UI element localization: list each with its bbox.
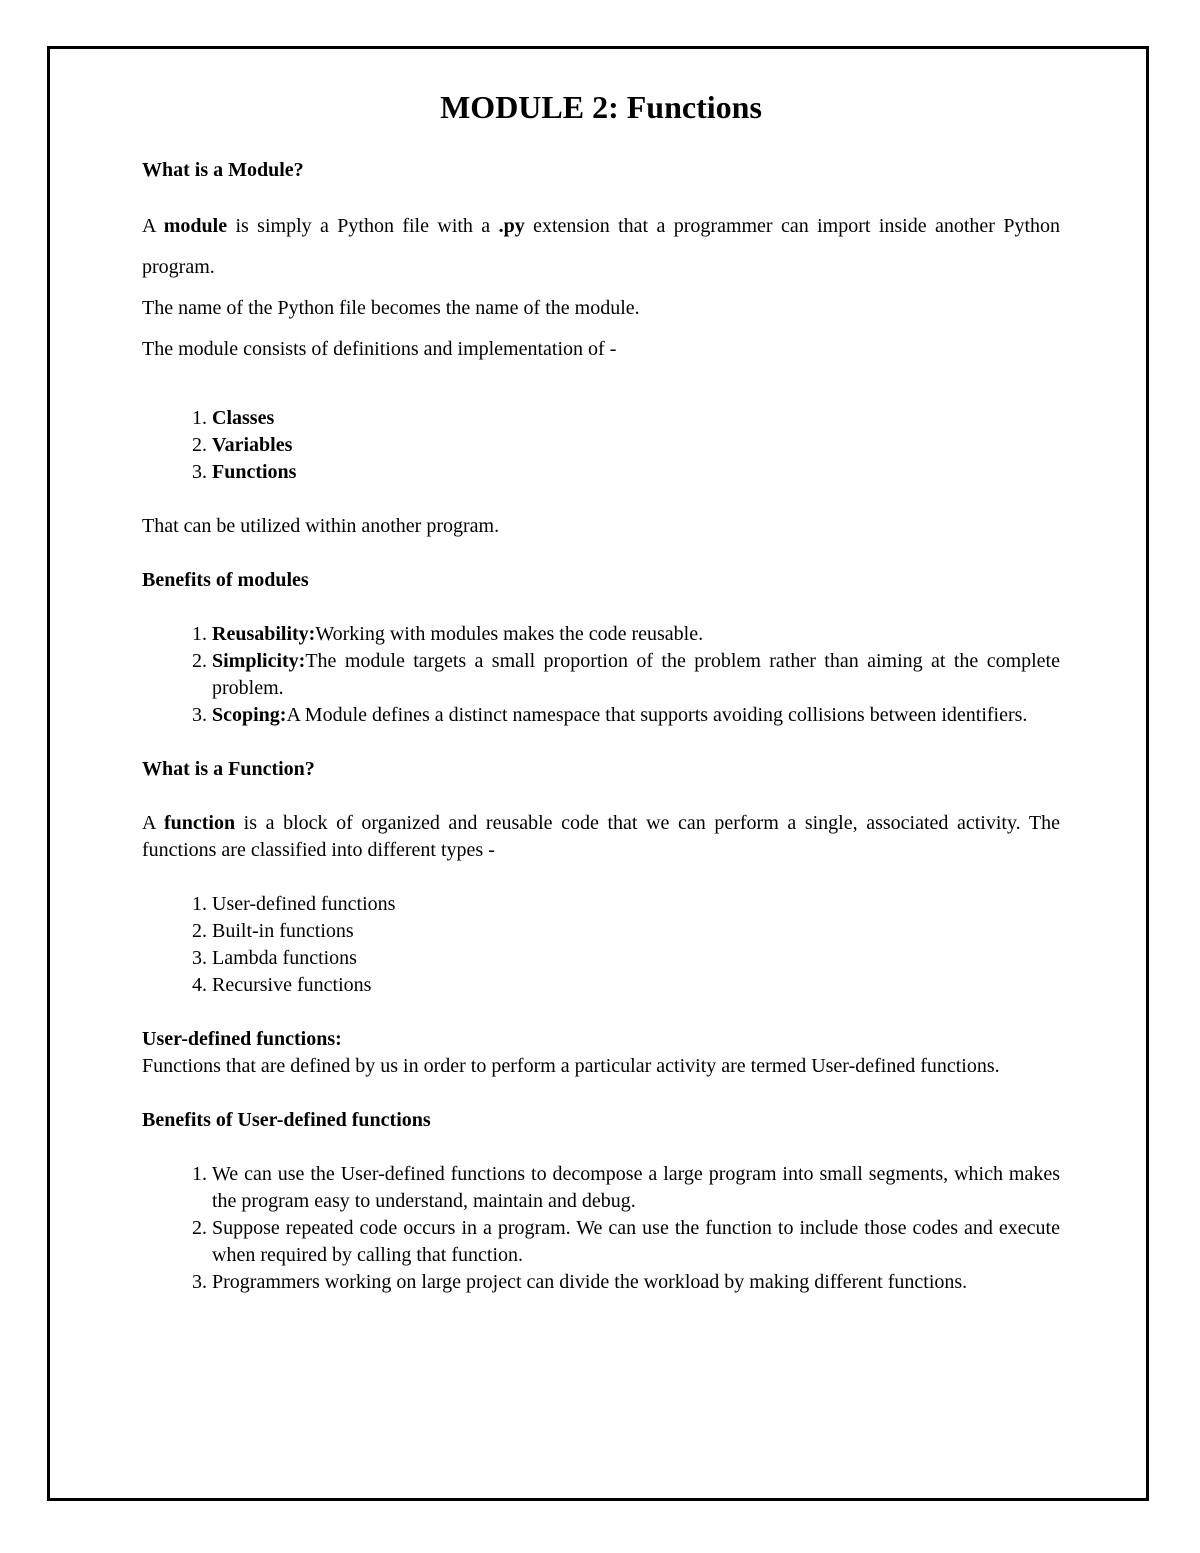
function-intro: A function is a block of organized and reusable code that we can perform a single, associated activity. The functions are classified into different types -	[142, 812, 1060, 861]
list-item: 3. Functions	[212, 459, 1060, 486]
module-closing: That can be utilized within another program.	[142, 515, 500, 537]
section-heading-function: What is a Function?	[142, 758, 315, 780]
list-item: 1. User-defined functions	[212, 891, 1060, 918]
module-consists-line: The module consists of definitions and implementation of -	[142, 338, 617, 360]
module-contents-list	[142, 405, 1060, 486]
benefits-modules-list	[142, 621, 1060, 729]
document-body	[142, 88, 1060, 1296]
list-item: 3. Scoping:A Module defines a distinct namespace that supports avoiding collisions between identifiers.	[212, 702, 1060, 729]
user-defined-text: Functions that are defined by us in order to perform a particular activity are termed User-defined functions.	[142, 1055, 1000, 1077]
list-item: 1. Classes	[212, 405, 1060, 432]
list-item: 3. Programmers working on large project can divide the workload by making different functions.	[212, 1269, 1060, 1296]
list-item: 4. Recursive functions	[212, 972, 1060, 999]
module-name-line: The name of the Python file becomes the name of the module.	[142, 297, 640, 319]
list-item: 2. Simplicity:The module targets a small proportion of the problem rather than aiming at the complete problem.	[212, 648, 1060, 702]
section-heading-benefits-udf: Benefits of User-defined functions	[142, 1109, 431, 1131]
page-title: MODULE 2: Functions	[440, 89, 762, 125]
module-intro: A module is simply a Python file with a .py extension that a programmer can import inside another Python program.	[142, 215, 1061, 278]
list-item: 2. Built-in functions	[212, 918, 1060, 945]
list-item: 2. Suppose repeated code occurs in a program. We can use the function to include those codes and execute when required by calling that function.	[212, 1215, 1060, 1269]
list-item: 1. Reusability:Working with modules makes the code reusable.	[212, 621, 1060, 648]
list-item: 3. Lambda functions	[212, 945, 1060, 972]
section-heading-module: What is a Module?	[142, 159, 304, 181]
list-item: 1. We can use the User-defined functions to decompose a large program into small segments, which makes the program easy to understand, maintain and debug.	[212, 1161, 1060, 1215]
function-types-list	[142, 891, 1060, 999]
section-heading-user-defined: User-defined functions:	[142, 1028, 342, 1050]
list-item: 2. Variables	[212, 432, 1060, 459]
benefits-udf-list	[142, 1161, 1060, 1296]
section-heading-benefits-modules: Benefits of modules	[142, 569, 309, 591]
